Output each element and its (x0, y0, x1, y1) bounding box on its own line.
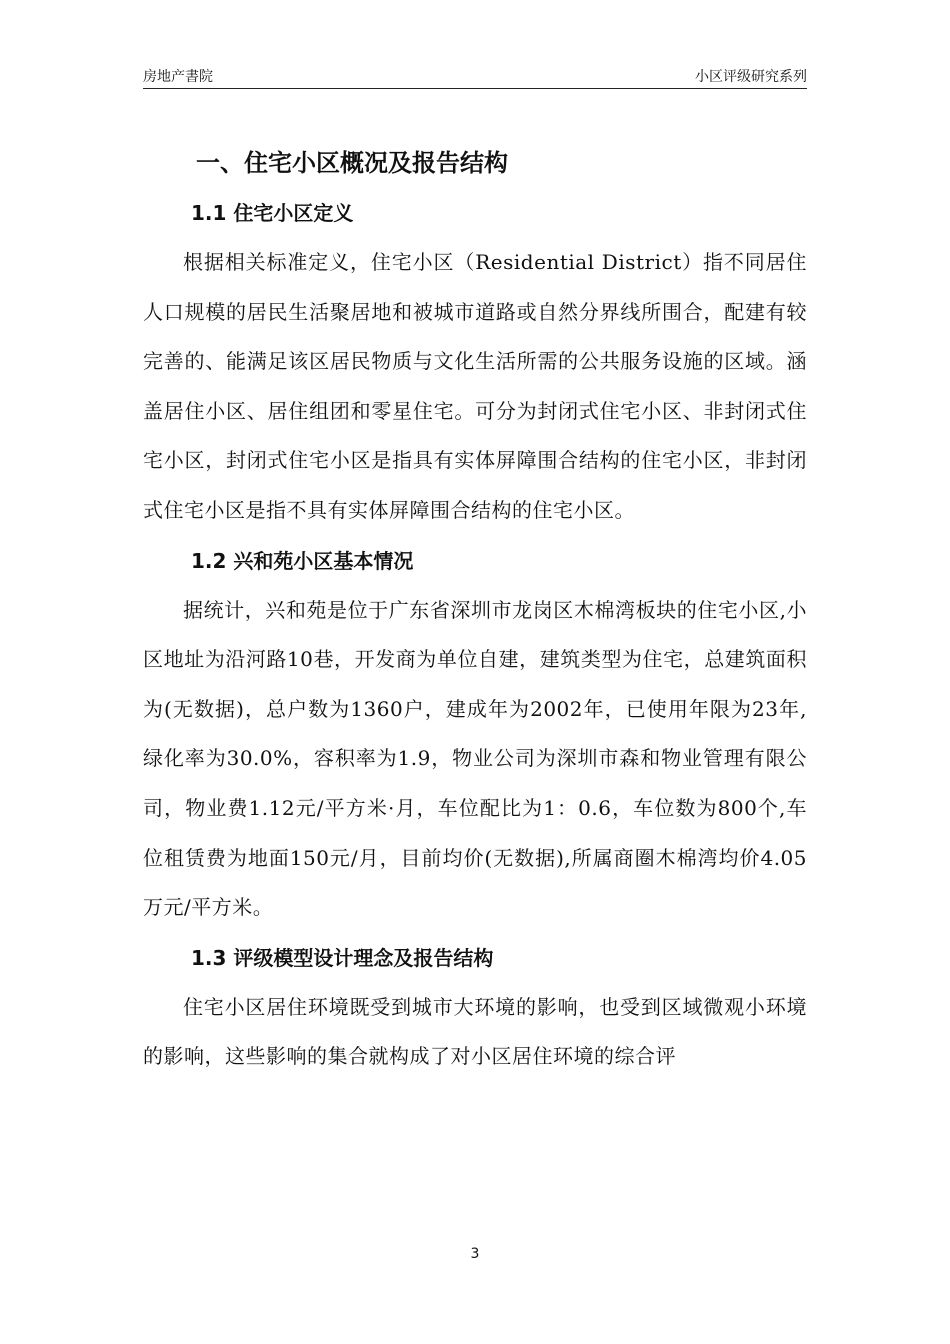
section-paragraph-1-3: 住宅小区居住环境既受到城市大环境的影响，也受到区域微观小环境的影响，这些影响的集合就构成了对小区居住环境的综合评 (143, 994, 807, 1069)
section-heading-1-1: 1.1 住宅小区定义 (191, 201, 354, 225)
section-paragraph-1-2: 据统计，兴和苑是位于广东省深圳市龙岗区木棉湾板块的住宅小区,小区地址为沿河路10巷，开发商为单位自建，建筑类型为住宅，总建筑面积为(无数据)，总户数为1360户，建成年为2002年，已使用年限为23年,绿化率为30.0%，容积率为1.9，物业公司为深圳市森和物业管理有限公司，物业费1.12元/平方米·月，车位配比为1：0.6，车位数为800个,车位租赁费为地面150元/月，目前均价(无数据),所属商圈木棉湾均价4.05万元/平方米。 (143, 597, 807, 920)
section-heading-1-2: 1.2 兴和苑小区基本情况 (191, 548, 414, 573)
section-paragraph-1-1: 根据相关标准定义，住宅小区（Residential District）指不同居住人口规模的居民生活聚居地和被城市道路或自然分界线所围合，配建有较完善的、能满足该区居民物质与文化生活所需的公共服务设施的区域。涵盖居住小区、居住组团和零星住宅。可分为封闭式住宅小区、非封闭式住宅小区，封闭式住宅小区是指具有实体屏障围合结构的住宅小区，非封闭式住宅小区是指不具有实体屏障围合结构的住宅小区。 (143, 250, 807, 522)
section-heading-1-3: 1.3 评级模型设计理念及报告结构 (191, 945, 494, 970)
chapter-heading: 一、住宅小区概况及报告结构 (196, 149, 508, 177)
document-body (143, 138, 807, 1082)
page-number: 3 (470, 1246, 480, 1262)
header-left-text: 房地产書院 (143, 69, 213, 85)
header-right-text: 小区评级研究系列 (695, 69, 807, 85)
page-header (143, 66, 807, 89)
